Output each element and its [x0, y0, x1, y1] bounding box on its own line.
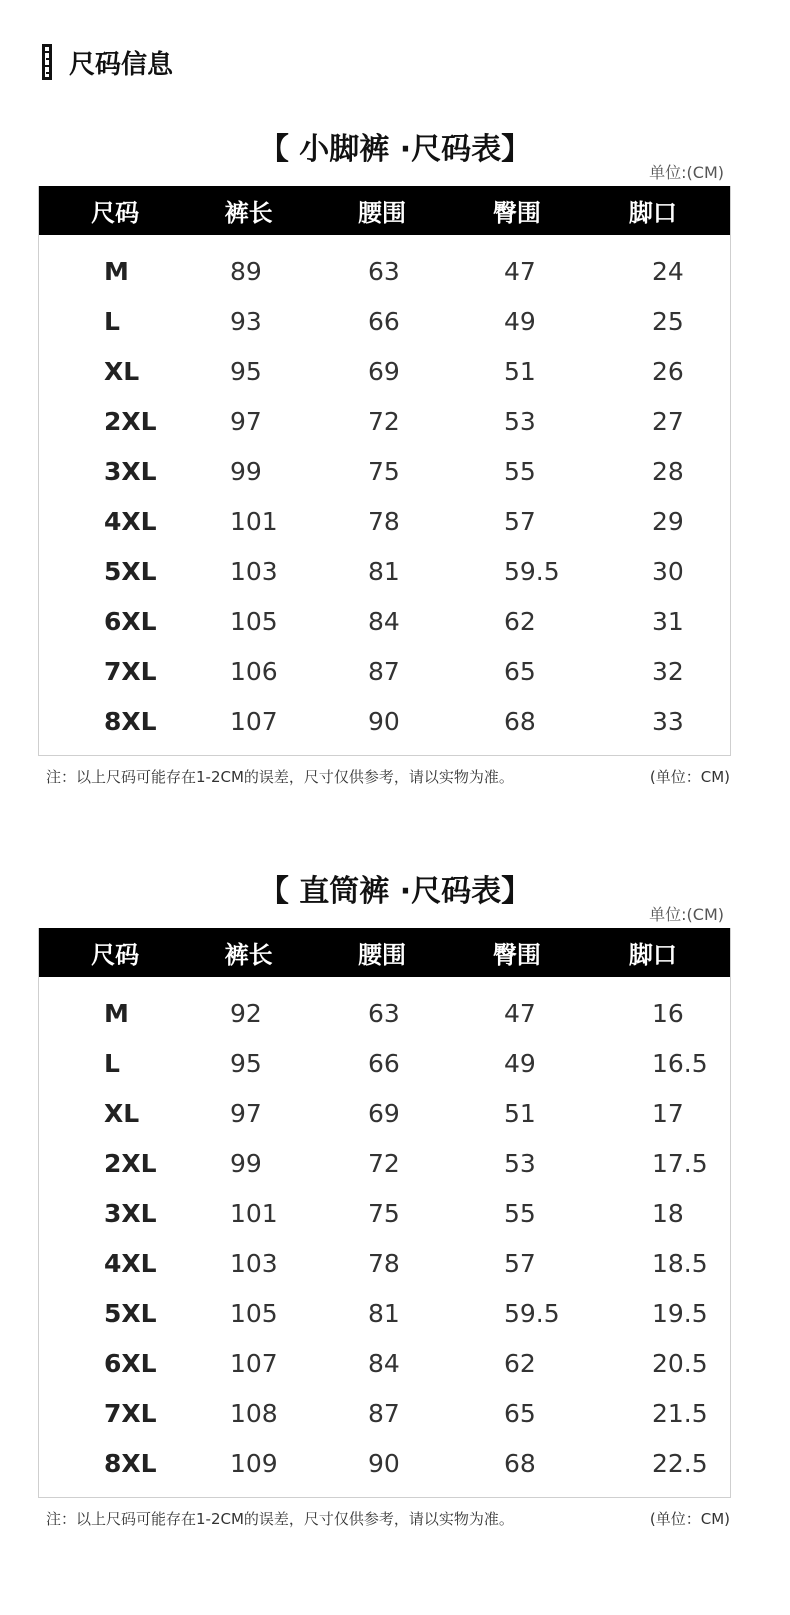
waist-cell: 66: [368, 306, 400, 336]
hip-header: 臀围: [492, 199, 541, 227]
size-cell: 8XL: [104, 706, 157, 736]
hip-cell: 49: [504, 1048, 536, 1078]
length-cell: 99: [230, 1148, 262, 1178]
hip-cell: 53: [504, 1148, 536, 1178]
waist-cell: 78: [368, 1248, 400, 1278]
hem-cell: 24: [652, 256, 684, 286]
length-cell: 97: [230, 1098, 262, 1128]
length-header: 裤长: [224, 941, 273, 969]
table-title: 【 小脚裤 ·尺码表】: [258, 132, 532, 167]
waist-cell: 87: [368, 1398, 400, 1428]
waist-cell: 66: [368, 1048, 400, 1078]
hip-cell: 49: [504, 306, 536, 336]
hem-header: 脚口: [628, 941, 677, 969]
hem-cell: 18: [652, 1198, 684, 1228]
table-note: 注：以上尺码可能存在1-2CM的误差，尺寸仅供参考，请以实物为准。: [46, 1510, 514, 1528]
size-cell: 3XL: [104, 456, 157, 486]
size-cell: 6XL: [104, 606, 157, 636]
length-cell: 103: [230, 1248, 278, 1278]
table-row: [39, 446, 730, 496]
hem-cell: 32: [652, 656, 684, 686]
waist-cell: 78: [368, 506, 400, 536]
hem-cell: 25: [652, 306, 684, 336]
waist-header: 腰围: [358, 199, 407, 227]
table-row: [39, 988, 730, 1038]
length-cell: 105: [230, 1298, 278, 1328]
hip-cell: 65: [504, 1398, 536, 1428]
size-cell: 4XL: [104, 1248, 157, 1278]
size-header: 尺码: [91, 941, 140, 969]
waist-cell: 90: [368, 706, 400, 736]
hem-cell: 17: [652, 1098, 684, 1128]
table-row: [39, 1238, 730, 1288]
size-cell: 6XL: [104, 1348, 157, 1378]
table-row: [39, 1388, 730, 1438]
table-row: [39, 1438, 730, 1488]
hem-cell: 31: [652, 606, 684, 636]
length-cell: 105: [230, 606, 278, 636]
waist-cell: 84: [368, 1348, 400, 1378]
waist-cell: 81: [368, 556, 400, 586]
hip-cell: 55: [504, 456, 536, 486]
hem-cell: 20.5: [652, 1348, 708, 1378]
hip-cell: 53: [504, 406, 536, 436]
hem-cell: 30: [652, 556, 684, 586]
waist-cell: 72: [368, 1148, 400, 1178]
length-cell: 93: [230, 306, 262, 336]
size-cell: M: [104, 998, 129, 1028]
length-cell: 109: [230, 1448, 278, 1478]
size-table: [38, 186, 731, 756]
hip-cell: 51: [504, 1098, 536, 1128]
size-cell: 3XL: [104, 1198, 157, 1228]
hem-cell: 21.5: [652, 1398, 708, 1428]
table-header-row: [39, 186, 730, 235]
hip-cell: 68: [504, 1448, 536, 1478]
size-cell: 2XL: [104, 1148, 157, 1178]
length-cell: 101: [230, 1198, 278, 1228]
hem-cell: 29: [652, 506, 684, 536]
hip-header: 臀围: [492, 941, 541, 969]
size-cell: L: [104, 1048, 120, 1078]
waist-header: 腰围: [358, 941, 407, 969]
unit-label: 单位:(CM): [649, 905, 724, 924]
table-body: [39, 235, 730, 755]
hem-cell: 17.5: [652, 1148, 708, 1178]
length-cell: 95: [230, 1048, 262, 1078]
waist-cell: 69: [368, 356, 400, 386]
table-row: [39, 246, 730, 296]
hip-cell: 57: [504, 506, 536, 536]
length-cell: 107: [230, 706, 278, 736]
table-row: [39, 1288, 730, 1338]
size-chart-straight: [0, 872, 790, 1542]
waist-cell: 63: [368, 998, 400, 1028]
page-header: [42, 42, 173, 82]
waist-cell: 84: [368, 606, 400, 636]
size-cell: XL: [104, 356, 140, 386]
hip-cell: 59.5: [504, 556, 560, 586]
hem-cell: 19.5: [652, 1298, 708, 1328]
length-cell: 95: [230, 356, 262, 386]
table-row: [39, 1138, 730, 1188]
waist-cell: 81: [368, 1298, 400, 1328]
unit-label: 单位:(CM): [649, 163, 724, 182]
hip-cell: 68: [504, 706, 536, 736]
table-row: [39, 646, 730, 696]
length-cell: 92: [230, 998, 262, 1028]
hem-cell: 27: [652, 406, 684, 436]
table-row: [39, 696, 730, 746]
hip-cell: 65: [504, 656, 536, 686]
waist-cell: 72: [368, 406, 400, 436]
ruler-icon: [42, 44, 52, 80]
table-note: 注：以上尺码可能存在1-2CM的误差，尺寸仅供参考，请以实物为准。: [46, 768, 514, 786]
table-row: [39, 346, 730, 396]
length-cell: 106: [230, 656, 278, 686]
size-cell: M: [104, 256, 129, 286]
table-row: [39, 1088, 730, 1138]
hip-cell: 47: [504, 256, 536, 286]
waist-cell: 87: [368, 656, 400, 686]
hem-cell: 16.5: [652, 1048, 708, 1078]
note-unit-label: (单位：CM): [649, 768, 730, 786]
size-cell: 2XL: [104, 406, 157, 436]
length-cell: 108: [230, 1398, 278, 1428]
size-table: [38, 928, 731, 1498]
waist-cell: 63: [368, 256, 400, 286]
size-cell: 4XL: [104, 506, 157, 536]
length-cell: 101: [230, 506, 278, 536]
length-cell: 103: [230, 556, 278, 586]
length-header: 裤长: [224, 199, 273, 227]
hem-header: 脚口: [628, 199, 677, 227]
page-title: 尺码信息: [69, 49, 174, 80]
hip-cell: 62: [504, 606, 536, 636]
table-row: [39, 1038, 730, 1088]
table-body: [39, 977, 730, 1497]
hip-cell: 62: [504, 1348, 536, 1378]
waist-cell: 75: [368, 1198, 400, 1228]
size-cell: L: [104, 306, 120, 336]
size-cell: 7XL: [104, 656, 157, 686]
hem-cell: 22.5: [652, 1448, 708, 1478]
length-cell: 99: [230, 456, 262, 486]
hip-cell: 59.5: [504, 1298, 560, 1328]
size-cell: 8XL: [104, 1448, 157, 1478]
table-title: 【 直筒裤 ·尺码表】: [258, 874, 532, 909]
table-row: [39, 496, 730, 546]
size-cell: 5XL: [104, 1298, 157, 1328]
table-row: [39, 1188, 730, 1238]
table-row: [39, 396, 730, 446]
hem-cell: 33: [652, 706, 684, 736]
length-cell: 97: [230, 406, 262, 436]
hem-cell: 26: [652, 356, 684, 386]
hip-cell: 47: [504, 998, 536, 1028]
length-cell: 89: [230, 256, 262, 286]
table-row: [39, 1338, 730, 1388]
note-unit-label: (单位：CM): [649, 1510, 730, 1528]
table-row: [39, 546, 730, 596]
hem-cell: 28: [652, 456, 684, 486]
hem-cell: 18.5: [652, 1248, 708, 1278]
length-cell: 107: [230, 1348, 278, 1378]
size-header: 尺码: [91, 199, 140, 227]
hip-cell: 51: [504, 356, 536, 386]
hip-cell: 55: [504, 1198, 536, 1228]
hip-cell: 57: [504, 1248, 536, 1278]
table-row: [39, 296, 730, 346]
table-row: [39, 596, 730, 646]
table-header-row: [39, 928, 730, 977]
waist-cell: 75: [368, 456, 400, 486]
size-chart-slim: [0, 130, 790, 800]
waist-cell: 90: [368, 1448, 400, 1478]
size-cell: 7XL: [104, 1398, 157, 1428]
size-cell: XL: [104, 1098, 140, 1128]
waist-cell: 69: [368, 1098, 400, 1128]
size-cell: 5XL: [104, 556, 157, 586]
hem-cell: 16: [652, 998, 684, 1028]
